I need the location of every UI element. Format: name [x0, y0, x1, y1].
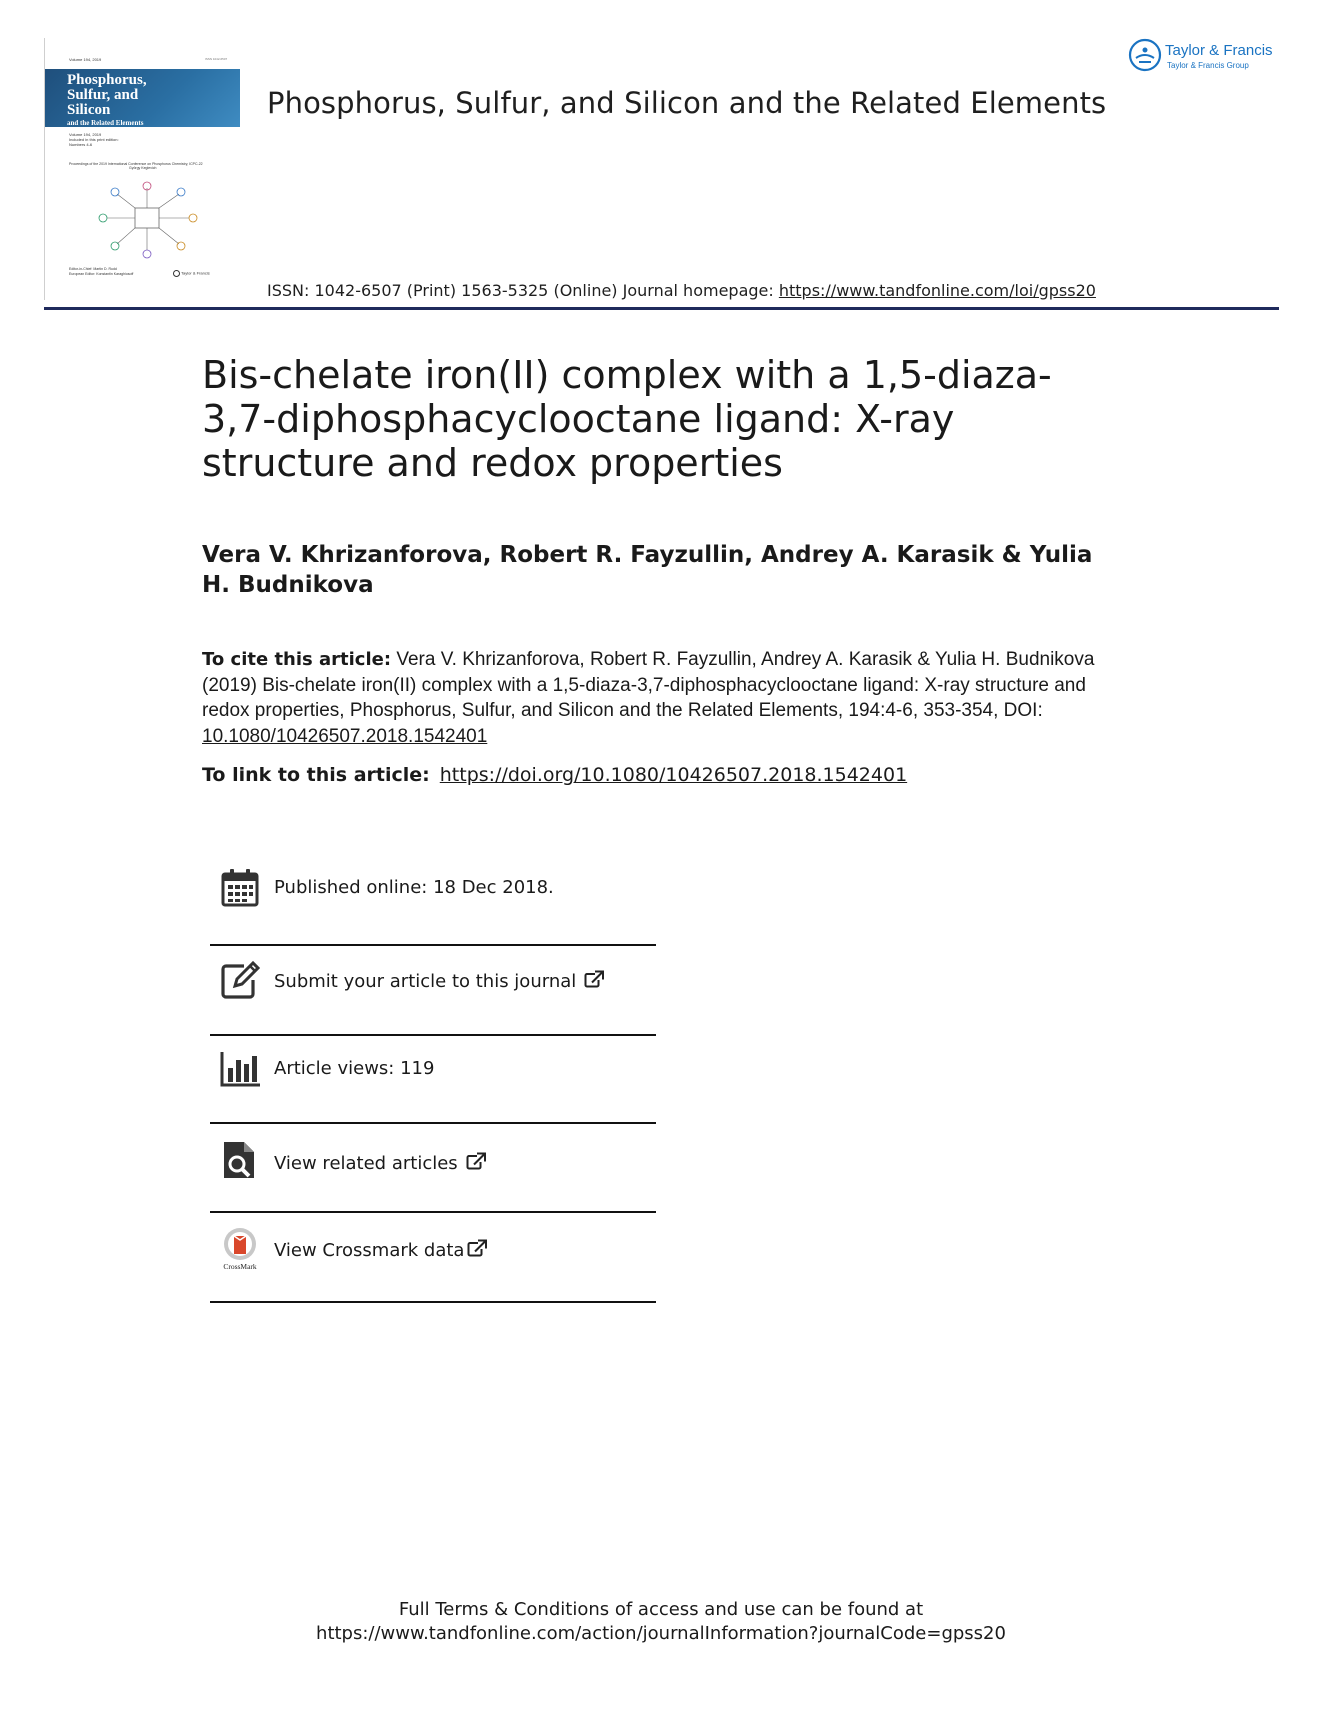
cover-subtitle: and the Related Elements: [67, 119, 144, 127]
cover-editors: Editor-in-Chief: Martin D. Rudd European Editor: Konstantin Karaghiosoff: [69, 267, 134, 276]
published-online-item: [210, 868, 656, 954]
journal-title: Phosphorus, Sulfur, and Silicon and the Related Elements: [267, 86, 1107, 120]
article-title: Bis-chelate iron(II) complex with a 1,5-diaza-3,7-diphosphacyclooctane ligand: X-ray structure and redox properties: [202, 353, 1052, 485]
cover-proceedings: Proceedings of the 2019 International Conference on Phosphorus Chemistry, ICPC-22 György Keglevich: [69, 162, 203, 170]
document-search-icon: [220, 1140, 260, 1180]
article-link-row: [202, 764, 907, 786]
footer: [0, 1598, 1322, 1646]
journal-homepage-link[interactable]: https://www.tandfonline.com/loi/gpss20: [778, 281, 1096, 300]
crossmark-text: View Crossmark data: [274, 1240, 465, 1261]
related-articles-text: View related articles: [274, 1153, 458, 1174]
cite-text: Vera V. Khrizanforova, Robert R. Fayzullin, Andrey A. Karasik & Yulia H. Budnikova (2019) Bis-chelate iron(II) complex with a 1,5-diaza-3,7-diphosphacyclooctane ligand: X-ray structure and redox properties, Phosphorus, Sulfur, and Silicon and the Related Elements, 194:4-6, 353-354, DOI:: [202, 649, 1095, 721]
cover-diagram-graphic: [93, 178, 203, 264]
published-online-text: Published online: 18 Dec 2018.: [274, 877, 554, 898]
calendar-icon: [220, 868, 260, 908]
link-label: To link to this article:: [202, 764, 430, 786]
external-link-icon: [466, 1239, 488, 1257]
svg-text:CrossMark: CrossMark: [223, 1262, 257, 1271]
publisher-group: Taylor & Francis Group: [1167, 61, 1249, 70]
info-divider: [210, 1301, 656, 1303]
taylor-francis-logo-icon: [1128, 38, 1162, 72]
bar-chart-icon: [220, 1048, 260, 1088]
cover-issn: ISSN 1042-6507: [205, 57, 228, 61]
submit-article-text: Submit your article to this journal: [274, 971, 577, 992]
cite-label: To cite this article:: [202, 649, 392, 670]
cover-issue-info: Volume 194, 2019 Included in this print edition: Numbers 4-6: [69, 132, 119, 147]
citation-block: [202, 647, 1122, 749]
footer-terms-text: Full Terms & Conditions of access and use can be found at: [398, 1599, 924, 1620]
journal-cover: [44, 38, 240, 300]
publisher-name: Taylor & Francis: [1165, 42, 1273, 59]
edit-icon: [220, 960, 260, 1000]
article-views-text: Article views: 119: [274, 1058, 435, 1079]
external-link-icon: [465, 1152, 487, 1170]
footer-terms-url[interactable]: https://www.tandfonline.com/action/journalInformation?journalCode=gpss20: [316, 1623, 1006, 1644]
external-link-icon: [583, 970, 605, 988]
cover-volume: Volume 194, 2019: [69, 57, 102, 62]
article-doi-url-link[interactable]: https://doi.org/10.1080/10426507.2018.1542401: [439, 764, 908, 786]
info-divider: [210, 1122, 656, 1124]
crossmark-icon: [220, 1227, 260, 1271]
info-divider: [210, 944, 656, 946]
doi-link[interactable]: 10.1080/10426507.2018.1542401: [202, 725, 488, 747]
cover-publisher: Taylor & Francis: [173, 270, 210, 277]
issn-line: ISSN: 1042-6507 (Print) 1563-5325 (Online) Journal homepage: https://www.tandfonline.com/loi/gpss20: [267, 281, 1096, 300]
info-divider: [210, 1211, 656, 1213]
cover-title: Phosphorus, Sulfur, and Silicon: [67, 72, 147, 118]
header-divider: [44, 307, 1279, 310]
article-authors: Vera V. Khrizanforova, Robert R. Fayzullin, Andrey A. Karasik & Yulia H. Budnikova: [202, 542, 1093, 598]
info-divider: [210, 1034, 656, 1036]
related-articles-link[interactable]: [210, 1140, 656, 1226]
